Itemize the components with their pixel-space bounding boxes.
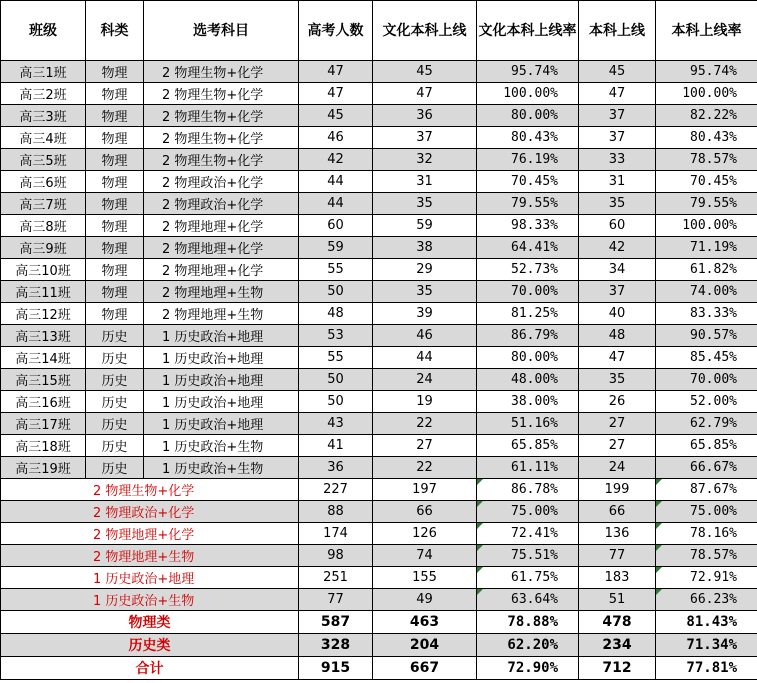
culture-pass-cell[interactable]: 35: [373, 193, 477, 215]
header-pass-rate[interactable]: 本科上线率: [656, 1, 757, 61]
culture-rate-cell[interactable]: 79.55%: [477, 193, 579, 215]
subjects-cell[interactable]: 2 物理政治+化学: [144, 193, 299, 215]
pass-cell[interactable]: 34: [579, 259, 656, 281]
subject-summary-row: [1, 589, 757, 611]
type-cell[interactable]: 历史: [86, 347, 144, 369]
pass-rate-cell[interactable]: 52.00%: [656, 391, 757, 413]
pass-cell[interactable]: 33: [579, 149, 656, 171]
pass-cell[interactable]: 26: [579, 391, 656, 413]
pass-cell[interactable]: 35: [579, 193, 656, 215]
culture-rate-cell[interactable]: 75.00%: [477, 501, 579, 523]
culture-pass-cell[interactable]: 49: [373, 589, 477, 611]
subjects-cell[interactable]: 1 历史政治+地理: [144, 369, 299, 391]
class-row: [1, 105, 757, 127]
culture-pass-cell[interactable]: 29: [373, 259, 477, 281]
subject-summary-row: [1, 545, 757, 567]
subjects-cell[interactable]: 2 物理地理+生物: [144, 303, 299, 325]
pass-rate-cell[interactable]: 82.22%: [656, 105, 757, 127]
class-row: [1, 457, 757, 479]
pass-rate-cell[interactable]: 78.16%: [656, 523, 757, 545]
pass-cell[interactable]: 136: [579, 523, 656, 545]
culture-rate-cell[interactable]: 78.88%: [477, 611, 579, 634]
class-cell[interactable]: 高三17班: [1, 413, 86, 435]
culture-rate-cell[interactable]: 65.85%: [477, 435, 579, 457]
pass-rate-cell[interactable]: 75.00%: [656, 501, 757, 523]
culture-rate-cell[interactable]: 75.51%: [477, 545, 579, 567]
culture-pass-cell[interactable]: 155: [373, 567, 477, 589]
class-cell[interactable]: 高三13班: [1, 325, 86, 347]
class-cell[interactable]: 高三6班: [1, 171, 86, 193]
total-row: [1, 634, 757, 657]
culture-rate-cell[interactable]: 70.45%: [477, 171, 579, 193]
examinees-cell[interactable]: 55: [299, 259, 373, 281]
examinees-cell[interactable]: 77: [299, 589, 373, 611]
total-row: [1, 657, 757, 680]
class-row: [1, 369, 757, 391]
culture-pass-cell[interactable]: 27: [373, 435, 477, 457]
class-cell[interactable]: 高三9班: [1, 237, 86, 259]
subject-summary-row: [1, 523, 757, 545]
class-row: [1, 391, 757, 413]
examinees-cell[interactable]: 43: [299, 413, 373, 435]
pass-rate-cell[interactable]: 78.57%: [656, 149, 757, 171]
class-row: [1, 215, 757, 237]
examinees-cell[interactable]: 98: [299, 545, 373, 567]
subject-summary-row: [1, 567, 757, 589]
culture-pass-cell[interactable]: 32: [373, 149, 477, 171]
subject-combo-cell[interactable]: 1 历史政治+生物: [1, 589, 299, 611]
pass-rate-cell[interactable]: 70.00%: [656, 369, 757, 391]
examinees-cell[interactable]: 60: [299, 215, 373, 237]
culture-pass-cell[interactable]: 38: [373, 237, 477, 259]
culture-pass-cell[interactable]: 22: [373, 457, 477, 479]
pass-rate-cell[interactable]: 81.43%: [656, 611, 757, 634]
class-cell[interactable]: 高三10班: [1, 259, 86, 281]
culture-pass-cell[interactable]: 22: [373, 413, 477, 435]
culture-pass-cell[interactable]: 39: [373, 303, 477, 325]
examinees-cell[interactable]: 48: [299, 303, 373, 325]
type-cell[interactable]: 物理: [86, 303, 144, 325]
subject-summary-row: [1, 479, 757, 501]
culture-rate-cell[interactable]: 86.78%: [477, 479, 579, 501]
examinees-cell[interactable]: 915: [299, 657, 373, 680]
subject-combo-cell[interactable]: 2 物理生物+化学: [1, 479, 299, 501]
pass-cell[interactable]: 47: [579, 83, 656, 105]
pass-cell[interactable]: 66: [579, 501, 656, 523]
pass-rate-cell[interactable]: 85.45%: [656, 347, 757, 369]
subject-combo-cell[interactable]: 2 物理政治+化学: [1, 501, 299, 523]
culture-rate-cell[interactable]: 80.00%: [477, 347, 579, 369]
culture-rate-cell[interactable]: 72.41%: [477, 523, 579, 545]
class-cell[interactable]: 高三16班: [1, 391, 86, 413]
subjects-cell[interactable]: 2 物理地理+化学: [144, 259, 299, 281]
subjects-cell[interactable]: 1 历史政治+地理: [144, 413, 299, 435]
type-cell[interactable]: 历史: [86, 369, 144, 391]
examinees-cell[interactable]: 44: [299, 193, 373, 215]
class-row: [1, 171, 757, 193]
culture-rate-cell[interactable]: 86.79%: [477, 325, 579, 347]
class-row: [1, 259, 757, 281]
class-row: [1, 127, 757, 149]
header-row: [1, 1, 757, 61]
subjects-cell[interactable]: 1 历史政治+地理: [144, 391, 299, 413]
class-cell[interactable]: 高三18班: [1, 435, 86, 457]
class-cell[interactable]: 高三15班: [1, 369, 86, 391]
pass-rate-cell[interactable]: 72.91%: [656, 567, 757, 589]
examinees-cell[interactable]: 251: [299, 567, 373, 589]
culture-rate-cell[interactable]: 48.00%: [477, 369, 579, 391]
subjects-cell[interactable]: 1 历史政治+生物: [144, 457, 299, 479]
type-cell[interactable]: 物理: [86, 83, 144, 105]
culture-pass-cell[interactable]: 46: [373, 325, 477, 347]
pass-cell[interactable]: 35: [579, 369, 656, 391]
culture-pass-cell[interactable]: 45: [373, 61, 477, 83]
pass-cell[interactable]: 37: [579, 281, 656, 303]
culture-pass-cell[interactable]: 126: [373, 523, 477, 545]
pass-cell[interactable]: 48: [579, 325, 656, 347]
pass-rate-cell[interactable]: 100.00%: [656, 83, 757, 105]
culture-rate-cell[interactable]: 76.19%: [477, 149, 579, 171]
pass-cell[interactable]: 45: [579, 61, 656, 83]
type-cell[interactable]: 物理: [86, 105, 144, 127]
total-row: [1, 611, 757, 634]
examinees-cell[interactable]: 50: [299, 369, 373, 391]
culture-rate-cell[interactable]: 51.16%: [477, 413, 579, 435]
culture-pass-cell[interactable]: 24: [373, 369, 477, 391]
examinees-cell[interactable]: 328: [299, 634, 373, 657]
class-cell[interactable]: 高三1班: [1, 61, 86, 83]
pass-cell[interactable]: 199: [579, 479, 656, 501]
examinees-cell[interactable]: 46: [299, 127, 373, 149]
pass-cell[interactable]: 40: [579, 303, 656, 325]
culture-rate-cell[interactable]: 80.00%: [477, 105, 579, 127]
class-cell[interactable]: 高三19班: [1, 457, 86, 479]
class-cell[interactable]: 高三7班: [1, 193, 86, 215]
culture-rate-cell[interactable]: 72.90%: [477, 657, 579, 680]
pass-cell[interactable]: 60: [579, 215, 656, 237]
class-row: [1, 61, 757, 83]
pass-cell[interactable]: 77: [579, 545, 656, 567]
pass-rate-cell[interactable]: 79.55%: [656, 193, 757, 215]
class-row: [1, 237, 757, 259]
culture-rate-cell[interactable]: 61.75%: [477, 567, 579, 589]
header-class[interactable]: 班级: [1, 1, 86, 61]
pass-rate-cell[interactable]: 61.82%: [656, 259, 757, 281]
class-cell[interactable]: 高三4班: [1, 127, 86, 149]
examinees-cell[interactable]: 50: [299, 391, 373, 413]
class-cell[interactable]: 高三5班: [1, 149, 86, 171]
culture-rate-cell[interactable]: 95.74%: [477, 61, 579, 83]
culture-pass-cell[interactable]: 197: [373, 479, 477, 501]
type-cell[interactable]: 物理: [86, 193, 144, 215]
subjects-cell[interactable]: 2 物理地理+化学: [144, 237, 299, 259]
type-cell[interactable]: 物理: [86, 237, 144, 259]
subjects-cell[interactable]: 2 物理生物+化学: [144, 61, 299, 83]
class-row: [1, 149, 757, 171]
pass-cell[interactable]: 31: [579, 171, 656, 193]
pass-cell[interactable]: 24: [579, 457, 656, 479]
class-cell[interactable]: 高三12班: [1, 303, 86, 325]
culture-pass-cell[interactable]: 667: [373, 657, 477, 680]
culture-pass-cell[interactable]: 35: [373, 281, 477, 303]
class-cell[interactable]: 高三11班: [1, 281, 86, 303]
type-cell[interactable]: 物理: [86, 127, 144, 149]
type-cell[interactable]: 物理: [86, 149, 144, 171]
type-cell[interactable]: 物理: [86, 61, 144, 83]
culture-rate-cell[interactable]: 98.33%: [477, 215, 579, 237]
pass-cell[interactable]: 27: [579, 435, 656, 457]
culture-rate-cell[interactable]: 80.43%: [477, 127, 579, 149]
examinees-cell[interactable]: 41: [299, 435, 373, 457]
class-cell[interactable]: 高三8班: [1, 215, 86, 237]
class-row: [1, 193, 757, 215]
pass-rate-cell[interactable]: 90.57%: [656, 325, 757, 347]
pass-cell[interactable]: 51: [579, 589, 656, 611]
subjects-cell[interactable]: 2 物理生物+化学: [144, 149, 299, 171]
pass-rate-cell[interactable]: 66.67%: [656, 457, 757, 479]
examinees-cell[interactable]: 53: [299, 325, 373, 347]
pass-cell[interactable]: 183: [579, 567, 656, 589]
pass-cell[interactable]: 42: [579, 237, 656, 259]
pass-rate-cell[interactable]: 100.00%: [656, 215, 757, 237]
culture-rate-cell[interactable]: 81.25%: [477, 303, 579, 325]
subjects-cell[interactable]: 2 物理生物+化学: [144, 127, 299, 149]
pass-rate-cell[interactable]: 78.57%: [656, 545, 757, 567]
culture-pass-cell[interactable]: 463: [373, 611, 477, 634]
type-cell[interactable]: 历史: [86, 457, 144, 479]
culture-rate-cell[interactable]: 62.20%: [477, 634, 579, 657]
subjects-cell[interactable]: 2 物理政治+化学: [144, 171, 299, 193]
culture-pass-cell[interactable]: 74: [373, 545, 477, 567]
subjects-cell[interactable]: 2 物理生物+化学: [144, 105, 299, 127]
examinees-cell[interactable]: 47: [299, 61, 373, 83]
examinees-cell[interactable]: 44: [299, 171, 373, 193]
pass-rate-cell[interactable]: 62.79%: [656, 413, 757, 435]
pass-rate-cell[interactable]: 70.45%: [656, 171, 757, 193]
subject-combo-cell[interactable]: 2 物理地理+化学: [1, 523, 299, 545]
class-cell[interactable]: 高三14班: [1, 347, 86, 369]
type-cell[interactable]: 物理: [86, 259, 144, 281]
class-row: [1, 281, 757, 303]
pass-cell[interactable]: 234: [579, 634, 656, 657]
header-culture-pass[interactable]: 文化本科上线: [373, 1, 477, 61]
pass-rate-cell[interactable]: 77.81%: [656, 657, 757, 680]
type-cell[interactable]: 历史: [86, 435, 144, 457]
culture-rate-cell[interactable]: 52.73%: [477, 259, 579, 281]
culture-pass-cell[interactable]: 59: [373, 215, 477, 237]
culture-rate-cell[interactable]: 100.00%: [477, 83, 579, 105]
examinees-cell[interactable]: 36: [299, 457, 373, 479]
culture-rate-cell[interactable]: 70.00%: [477, 281, 579, 303]
class-cell[interactable]: 高三2班: [1, 83, 86, 105]
subjects-cell[interactable]: 2 物理生物+化学: [144, 83, 299, 105]
culture-pass-cell[interactable]: 66: [373, 501, 477, 523]
subject-combo-cell[interactable]: 1 历史政治+地理: [1, 567, 299, 589]
type-cell[interactable]: 物理: [86, 281, 144, 303]
culture-rate-cell[interactable]: 64.41%: [477, 237, 579, 259]
subject-combo-cell[interactable]: 2 物理地理+生物: [1, 545, 299, 567]
culture-rate-cell[interactable]: 38.00%: [477, 391, 579, 413]
pass-rate-cell[interactable]: 66.23%: [656, 589, 757, 611]
total-label-cell[interactable]: 历史类: [1, 634, 299, 657]
culture-rate-cell[interactable]: 63.64%: [477, 589, 579, 611]
pass-cell[interactable]: 47: [579, 347, 656, 369]
culture-pass-cell[interactable]: 204: [373, 634, 477, 657]
subjects-cell[interactable]: 1 历史政治+地理: [144, 325, 299, 347]
examinees-cell[interactable]: 227: [299, 479, 373, 501]
pass-rate-cell[interactable]: 74.00%: [656, 281, 757, 303]
examinees-cell[interactable]: 59: [299, 237, 373, 259]
examinees-cell[interactable]: 45: [299, 105, 373, 127]
subjects-cell[interactable]: 2 物理地理+生物: [144, 281, 299, 303]
pass-cell[interactable]: 37: [579, 127, 656, 149]
pass-rate-cell[interactable]: 87.67%: [656, 479, 757, 501]
pass-rate-cell[interactable]: 71.34%: [656, 634, 757, 657]
class-row: [1, 325, 757, 347]
pass-rate-cell[interactable]: 80.43%: [656, 127, 757, 149]
subjects-cell[interactable]: 2 物理地理+化学: [144, 215, 299, 237]
total-label-cell[interactable]: 物理类: [1, 611, 299, 634]
subjects-cell[interactable]: 1 历史政治+地理: [144, 347, 299, 369]
class-cell[interactable]: 高三3班: [1, 105, 86, 127]
culture-rate-cell[interactable]: 61.11%: [477, 457, 579, 479]
header-type[interactable]: 科类: [86, 1, 144, 61]
class-row: [1, 347, 757, 369]
subjects-cell[interactable]: 1 历史政治+生物: [144, 435, 299, 457]
header-examinees[interactable]: 高考人数: [299, 1, 373, 61]
pass-rate-cell[interactable]: 65.85%: [656, 435, 757, 457]
type-cell[interactable]: 历史: [86, 391, 144, 413]
pass-rate-cell[interactable]: 83.33%: [656, 303, 757, 325]
examinees-cell[interactable]: 47: [299, 83, 373, 105]
pass-rate-cell[interactable]: 95.74%: [656, 61, 757, 83]
culture-pass-cell[interactable]: 47: [373, 83, 477, 105]
culture-pass-cell[interactable]: 37: [373, 127, 477, 149]
culture-pass-cell[interactable]: 36: [373, 105, 477, 127]
type-cell[interactable]: 历史: [86, 325, 144, 347]
examinees-cell[interactable]: 55: [299, 347, 373, 369]
class-row: [1, 83, 757, 105]
culture-pass-cell[interactable]: 44: [373, 347, 477, 369]
examinees-cell[interactable]: 88: [299, 501, 373, 523]
class-row: [1, 303, 757, 325]
class-row: [1, 413, 757, 435]
class-row: [1, 435, 757, 457]
pass-cell[interactable]: 27: [579, 413, 656, 435]
header-subjects[interactable]: 选考科目: [144, 1, 299, 61]
type-cell[interactable]: 历史: [86, 413, 144, 435]
subject-summary-row: [1, 501, 757, 523]
culture-pass-cell[interactable]: 19: [373, 391, 477, 413]
pass-cell[interactable]: 478: [579, 611, 656, 634]
examinees-cell[interactable]: 174: [299, 523, 373, 545]
pass-cell[interactable]: 37: [579, 105, 656, 127]
culture-pass-cell[interactable]: 31: [373, 171, 477, 193]
examinees-cell[interactable]: 42: [299, 149, 373, 171]
examinees-cell[interactable]: 50: [299, 281, 373, 303]
type-cell[interactable]: 物理: [86, 171, 144, 193]
type-cell[interactable]: 物理: [86, 215, 144, 237]
header-pass[interactable]: 本科上线: [579, 1, 656, 61]
total-label-cell[interactable]: 合计: [1, 657, 299, 680]
examinees-cell[interactable]: 587: [299, 611, 373, 634]
pass-rate-cell[interactable]: 71.19%: [656, 237, 757, 259]
pass-cell[interactable]: 712: [579, 657, 656, 680]
header-culture-rate[interactable]: 文化本科上线率: [477, 1, 579, 61]
